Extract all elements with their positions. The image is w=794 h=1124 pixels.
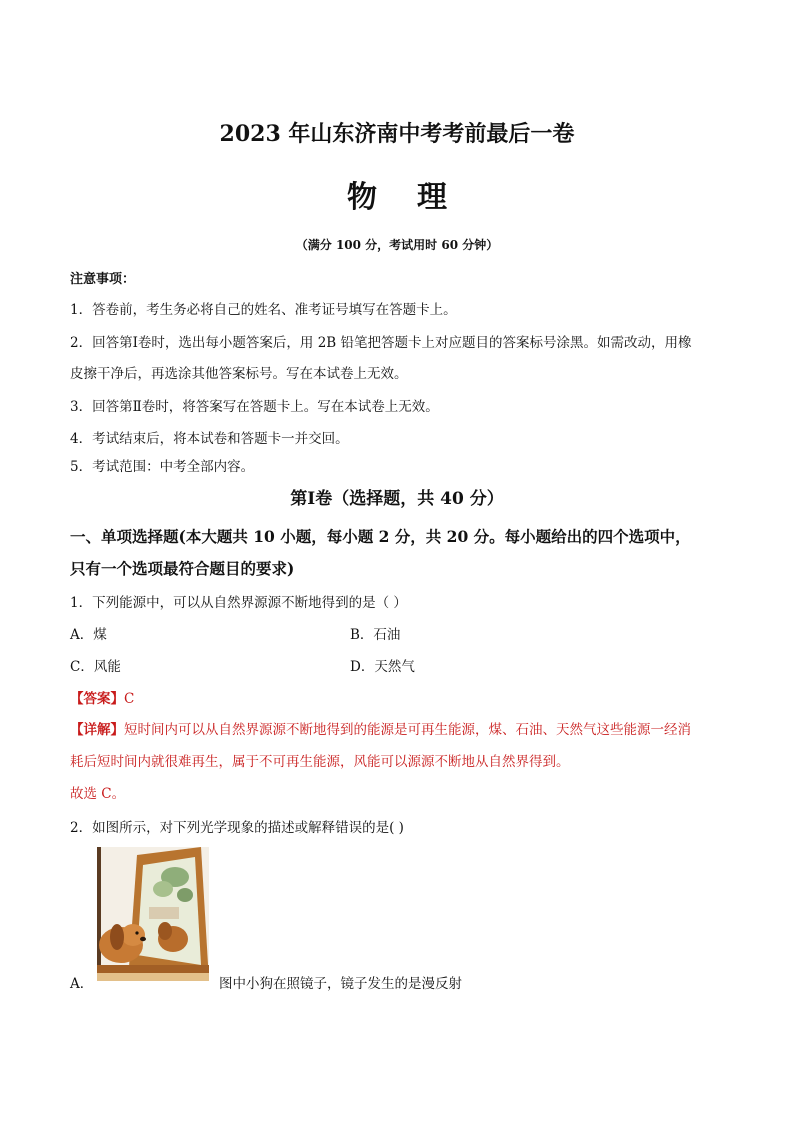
- q2-option-a-text: 图中小狗在照镜子，镜子发生的是漫反射: [219, 976, 462, 992]
- part-instruction: 一、单项选择题(本大题共 10 小题，每小题 2 分，共 20 分。每小题给出的四个选项中，: [70, 527, 691, 546]
- answer-value: C: [124, 691, 135, 707]
- q1-detail-cont: 耗后短时间内就很难再生，属于不可再生能源，风能可以源源不断地从自然界得到。: [70, 754, 570, 770]
- subject-heading: 物理: [347, 180, 487, 215]
- q1-option-a: A．煤: [70, 627, 107, 643]
- question-1-stem: 1．下列能源中，可以从自然界源源不断地得到的是（ ）: [70, 595, 407, 611]
- notice-item: 3．回答第Ⅱ卷时，将答案写在答题卡上。写在本试卷上无效。: [70, 399, 439, 415]
- q2-option-a-label: A．: [70, 976, 94, 992]
- section-title: 第Ⅰ卷（选择题，共 40 分）: [290, 489, 504, 509]
- q1-option-d: D．天然气: [350, 659, 415, 675]
- answer-tag: 【答案】: [70, 691, 124, 707]
- q1-option-b: B．石油: [350, 627, 401, 643]
- detail-tag: 【详解】: [70, 722, 124, 738]
- q1-answer: [70, 687, 134, 707]
- q1-option-c: C．风能: [70, 659, 121, 675]
- page-title: 2023 年山东济南中考考前最后一卷: [219, 121, 575, 147]
- q1-conclusion: 故选 C。: [70, 786, 126, 802]
- notice-item: 2．回答第Ⅰ卷时，选出每小题答案后，用 2B 铅笔把答题卡上对应题目的答案标号涂黑。如需改动，用橡: [70, 335, 692, 351]
- q1-detail: [70, 718, 691, 738]
- notice-item: 皮擦干净后，再选涂其他答案标号。写在本试卷上无效。: [70, 366, 408, 382]
- question-2-stem: 2．如图所示，对下列光学现象的描述或解释错误的是( ): [70, 820, 404, 836]
- notice-item: 5．考试范围：中考全部内容。: [70, 459, 255, 475]
- notice-item: 1．答卷前，考生务必将自己的姓名、准考证号填写在答题卡上。: [70, 302, 457, 318]
- part-instruction-cont: 只有一个选项最符合题目的要求): [70, 559, 295, 578]
- dog-mirror-photo: [97, 847, 209, 981]
- notice-heading: 注意事项：: [70, 272, 136, 287]
- detail-text: 短时间内可以从自然界源源不断地得到的能源是可再生能源，煤、石油、天然气这些能源一经消: [124, 722, 691, 738]
- notice-item: 4．考试结束后，将本试卷和答题卡一并交回。: [70, 431, 349, 447]
- exam-info: （满分 100 分，考试用时 60 分钟）: [295, 238, 499, 252]
